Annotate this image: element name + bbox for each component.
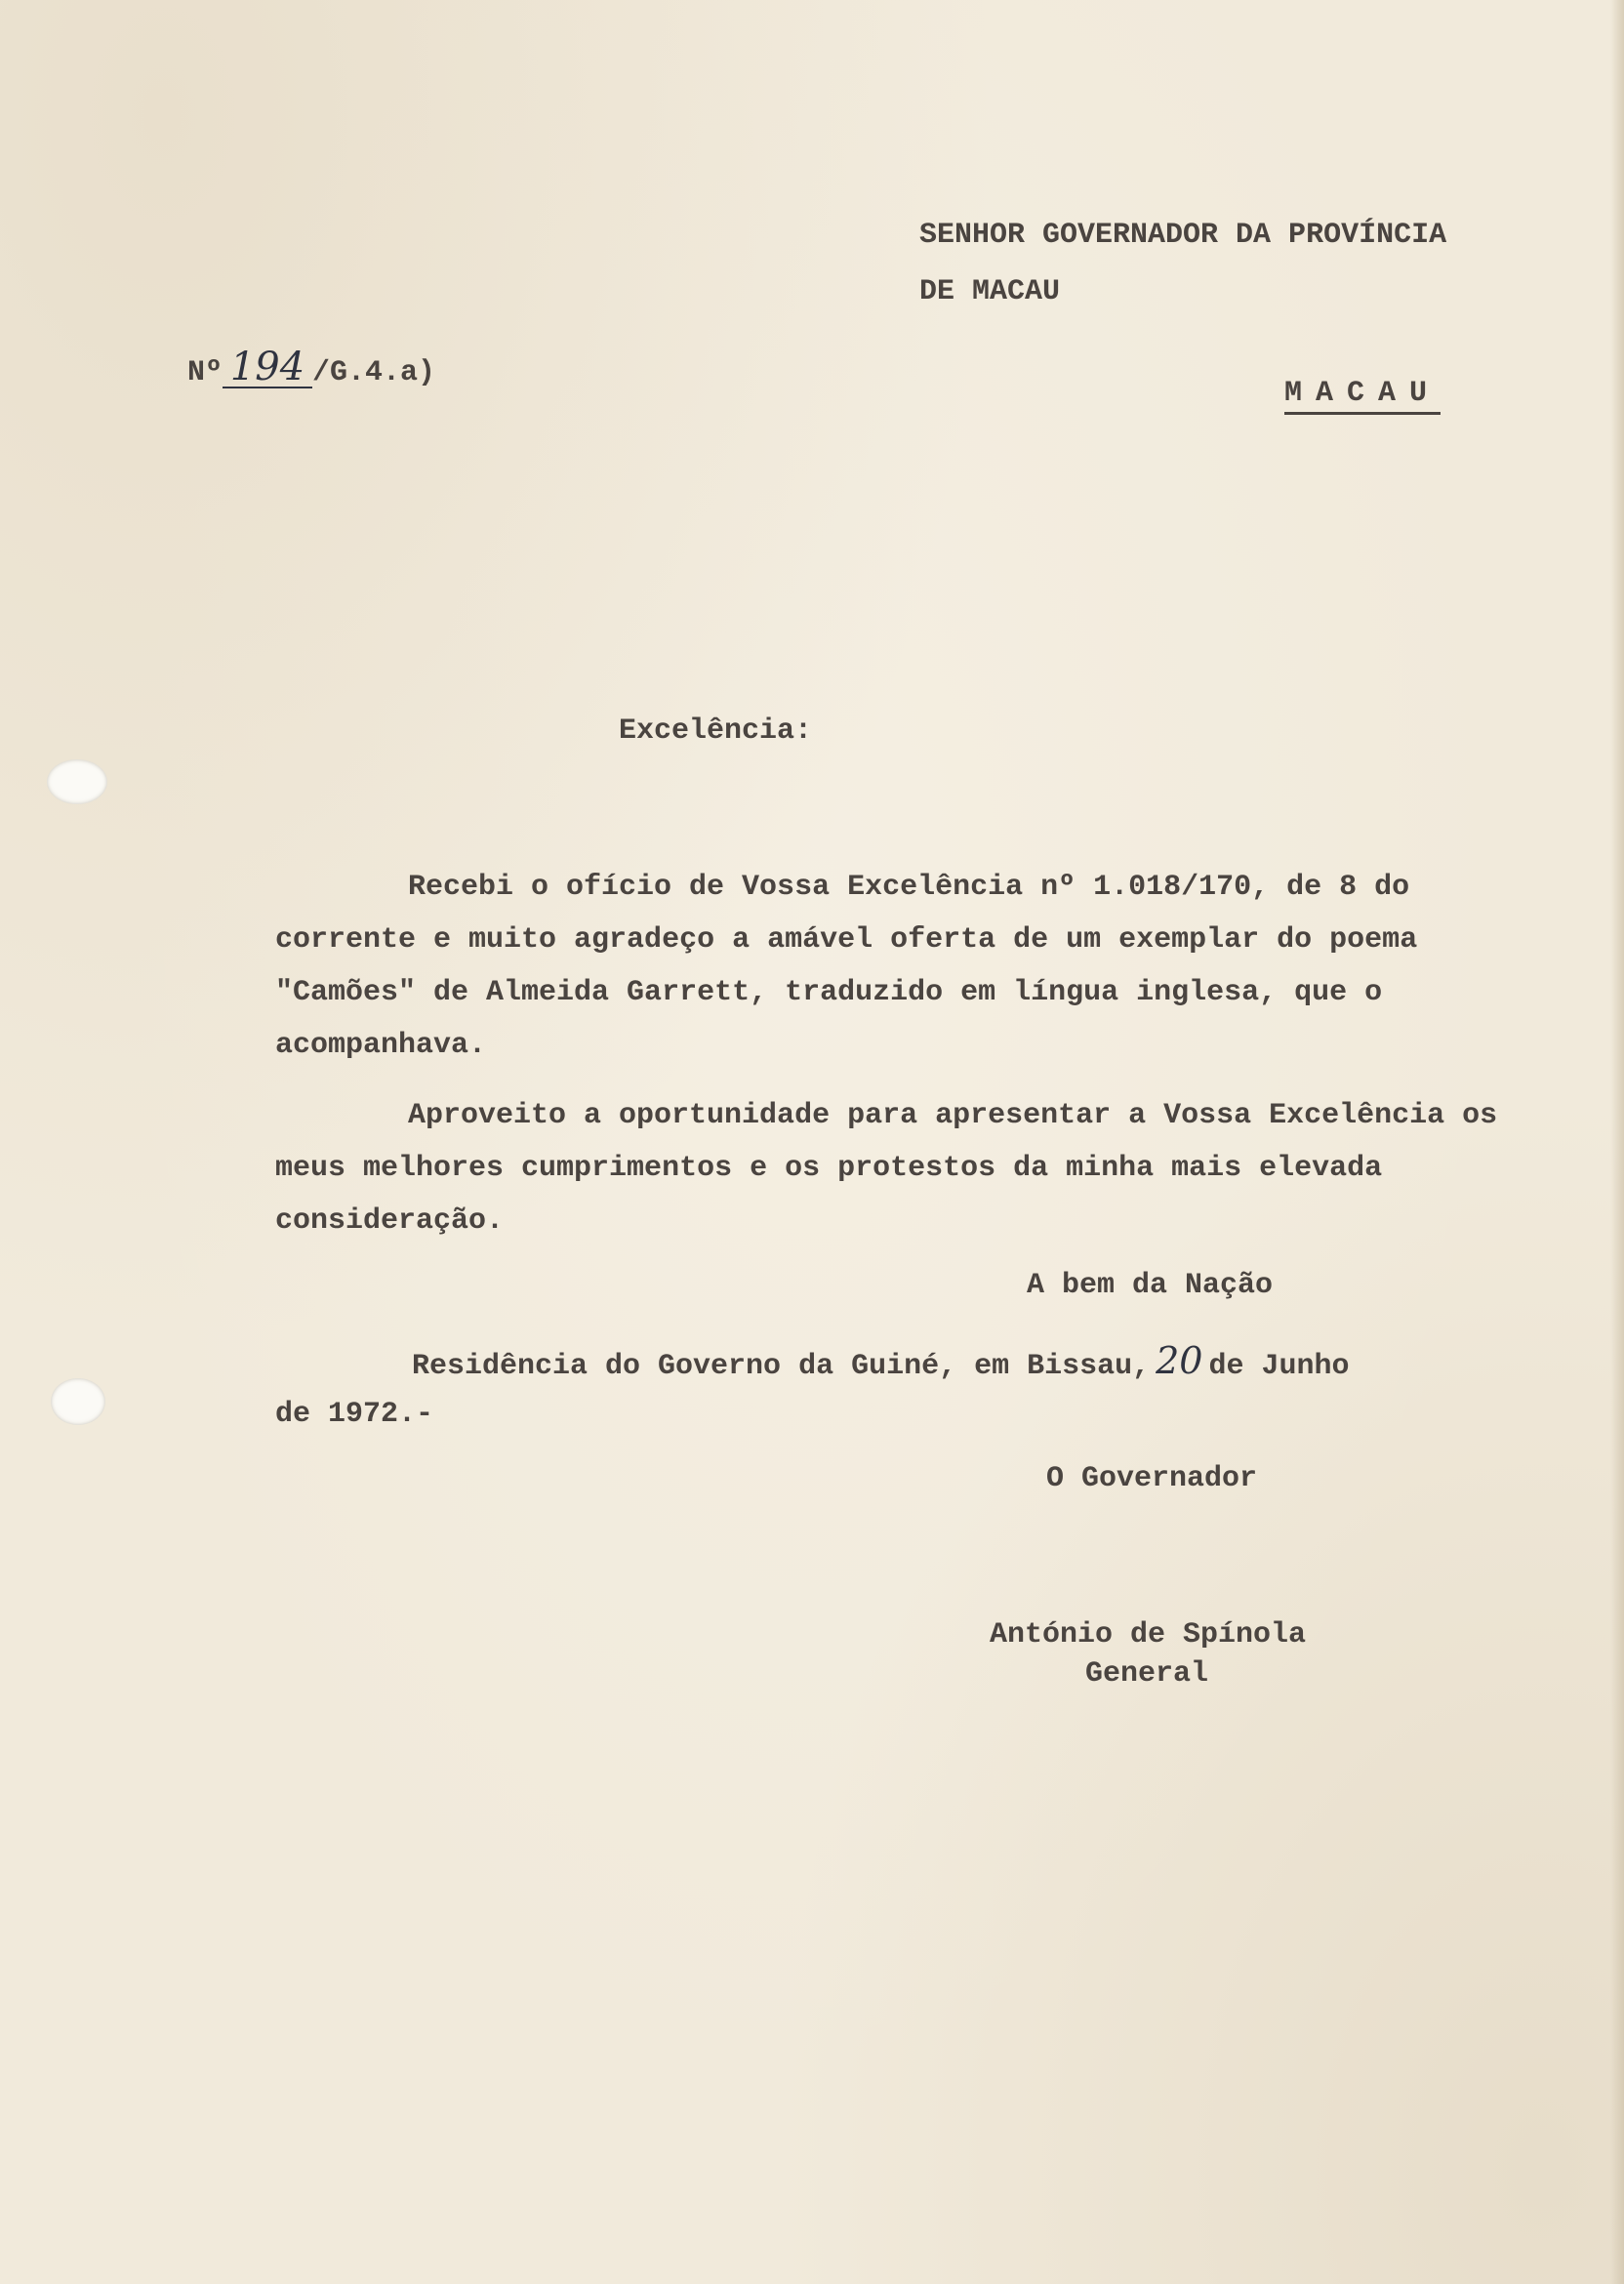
recipient-city (1284, 375, 1441, 413)
recipient-city-text: MACAU (1284, 377, 1441, 415)
date-month: de Junho (1208, 1350, 1350, 1383)
reference-prefix: Nº (187, 356, 223, 389)
place-date-prefix: Residência do Governo da Guiné, em Bissau, (412, 1350, 1151, 1383)
signature-name: António de Spínola (990, 1618, 1307, 1652)
reference-number-handwritten: 194 (223, 347, 312, 388)
place-date-line (412, 1337, 1350, 1386)
body-paragraph-1: Recebi o ofício de Vossa Excelência nº 1.018/170, de 8 do corrente e muito agradeço a amável oferta de um exemplar do poema "Camões" de Almeida Garrett, traduzido em língua inglesa, que o acompanhava. (275, 871, 1418, 1062)
punch-hole-bottom (51, 1378, 105, 1425)
recipient-line-1: SENHOR GOVERNADOR DA PROVÍNCIA (919, 219, 1447, 252)
closing-formula: A bem da Nação (1027, 1269, 1274, 1302)
date-day-handwritten: 20 (1156, 1339, 1203, 1382)
punch-hole-top (47, 759, 107, 804)
recipient-line-2: DE MACAU (919, 275, 1061, 308)
page-edge-shadow (1610, 0, 1624, 2284)
reference-suffix: /G.4.a) (312, 356, 436, 389)
reference-line (187, 347, 435, 392)
body-paragraph-2: Aproveito a oportunidade para apresentar a Vossa Excelência os meus melhores cumprimentos e os protestos da minha mais elevada consideração. (275, 1099, 1498, 1238)
date-year: de 1972.- (275, 1398, 434, 1431)
signature-title: O Governador (1046, 1462, 1258, 1495)
signature-rank: General (1085, 1657, 1209, 1691)
salutation: Excelência: (619, 714, 813, 748)
